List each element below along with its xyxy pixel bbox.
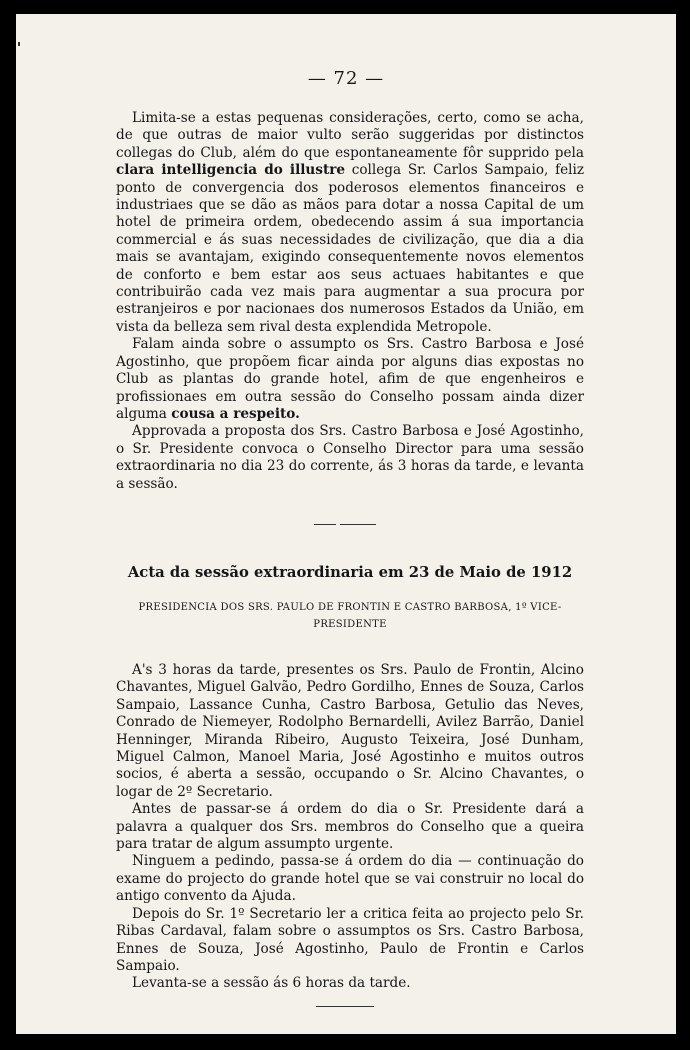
section2-paragraph-5: Levanta-se a sessão ás 6 horas da tarde. [132,975,411,992]
paragraph-text: Approvada a proposta dos Srs. Castro Barbosa e José Agostinho, o Sr. Presidente convoca o Conselho Director para uma sessão extraordinaria no dia 23 do corrente, ás 3 horas da tarde, e levanta a sessão. [116,423,584,492]
section-divider [340,524,376,525]
paragraph-text: Limita-se a estas pequenas considerações, certo, como se acha, de que outras de maior vulto serão suggeridas por distinctos collegas do Club, além do que espontaneamente fôr supprido pela [116,110,584,161]
section2-paragraph-2: Antes de passar-se á ordem do dia o Sr. Presidente dará a palavra a qualquer dos Srs. membros do Conselho que a queira para tratar de algum assumpto urgente. [116,801,584,853]
paragraph-text: Falam ainda sobre o assumpto os Srs. Castro Barbosa e José Agostinho, que propõem ficar ainda por alguns dias expostas no Club as plantas do grande hotel, afim de que engenheiros e profissionaes em outra sessão do Conselho possam ainda dizer alguma [116,336,584,422]
section1-paragraph-3 [116,423,584,493]
page-number: — 72 — [307,68,385,89]
section1-body [116,110,584,493]
section2-body [116,662,584,993]
end-divider [316,1006,374,1007]
paragraph-text: collega Sr. Carlos Sampaio, feliz ponto de convergencia dos poderosos elementos financeiros e industriaes que se dão as mãos para dotar a nossa Capital de um hotel de primeira ordem, obedecendo assim á sua importancia commercial e ás suas necessidades de civilização, que dia a dia mais se avantajam, exigindo consequentemente novos elementos de conforto e bem estar aos seus actuaes habitantes e que contribuirão cada vez mais para augmentar a sua procura por estranjeiros e por nacionaes dos numerosos Estados da União, em vista da belleza sem rival desta explendida Metropole. [116,162,584,335]
scan-edge-mark [18,42,20,46]
presidency-subheading: PRESIDENCIA DOS SRS. PAULO DE FRONTIN E CASTRO BARBOSA, 1º VICE-PRESIDENTE [138,602,562,630]
document-page [16,14,676,1034]
section2-paragraph-1: A's 3 horas da tarde, presentes os Srs. Paulo de Frontin, Alcino Chavantes, Miguel Galvão, Pedro Gordilho, Ennes de Souza, Carlos Sampaio, Lassance Cunha, Castro Barbosa, Getulio das Neves, Conrado de Niemeyer, Rodolpho Bernardelli, Avilez Barrão, Daniel Henninger, Miranda Ribeiro, Augusto Teixeira, José Dunham, Miguel Calmon, Manoel Maria, José Agostinho e muitos outros socios, é aberta a sessão, occupando o Sr. Alcino Chavantes, o logar de 2º Secretario. [116,662,584,800]
section2-paragraph-3: Ninguem a pedindo, passa-se á ordem do dia — continuação do exame do projecto do grande hotel que se vai construir no local do antigo convento da Ajuda. [116,853,584,905]
section-divider [314,524,336,525]
section1-paragraph-1 [116,110,584,336]
section1-paragraph-2 [116,336,584,423]
paragraph-bold-text: cousa a respeito. [171,405,300,422]
section2-paragraph-4: Depois do Sr. 1º Secretario ler a critica feita ao projecto pelo Sr. Ribas Cardaval, falam sobre o assumptos os Srs. Castro Barbosa, Ennes de Souza, José Agostinho, Paulo de Frontin e Carlos Sampaio. [116,905,584,974]
paragraph-bold-text: clara intelligencia do illustre [116,162,346,179]
minutes-heading: Acta da sessão extraordinaria em 23 de Maio de 1912 [127,564,573,581]
